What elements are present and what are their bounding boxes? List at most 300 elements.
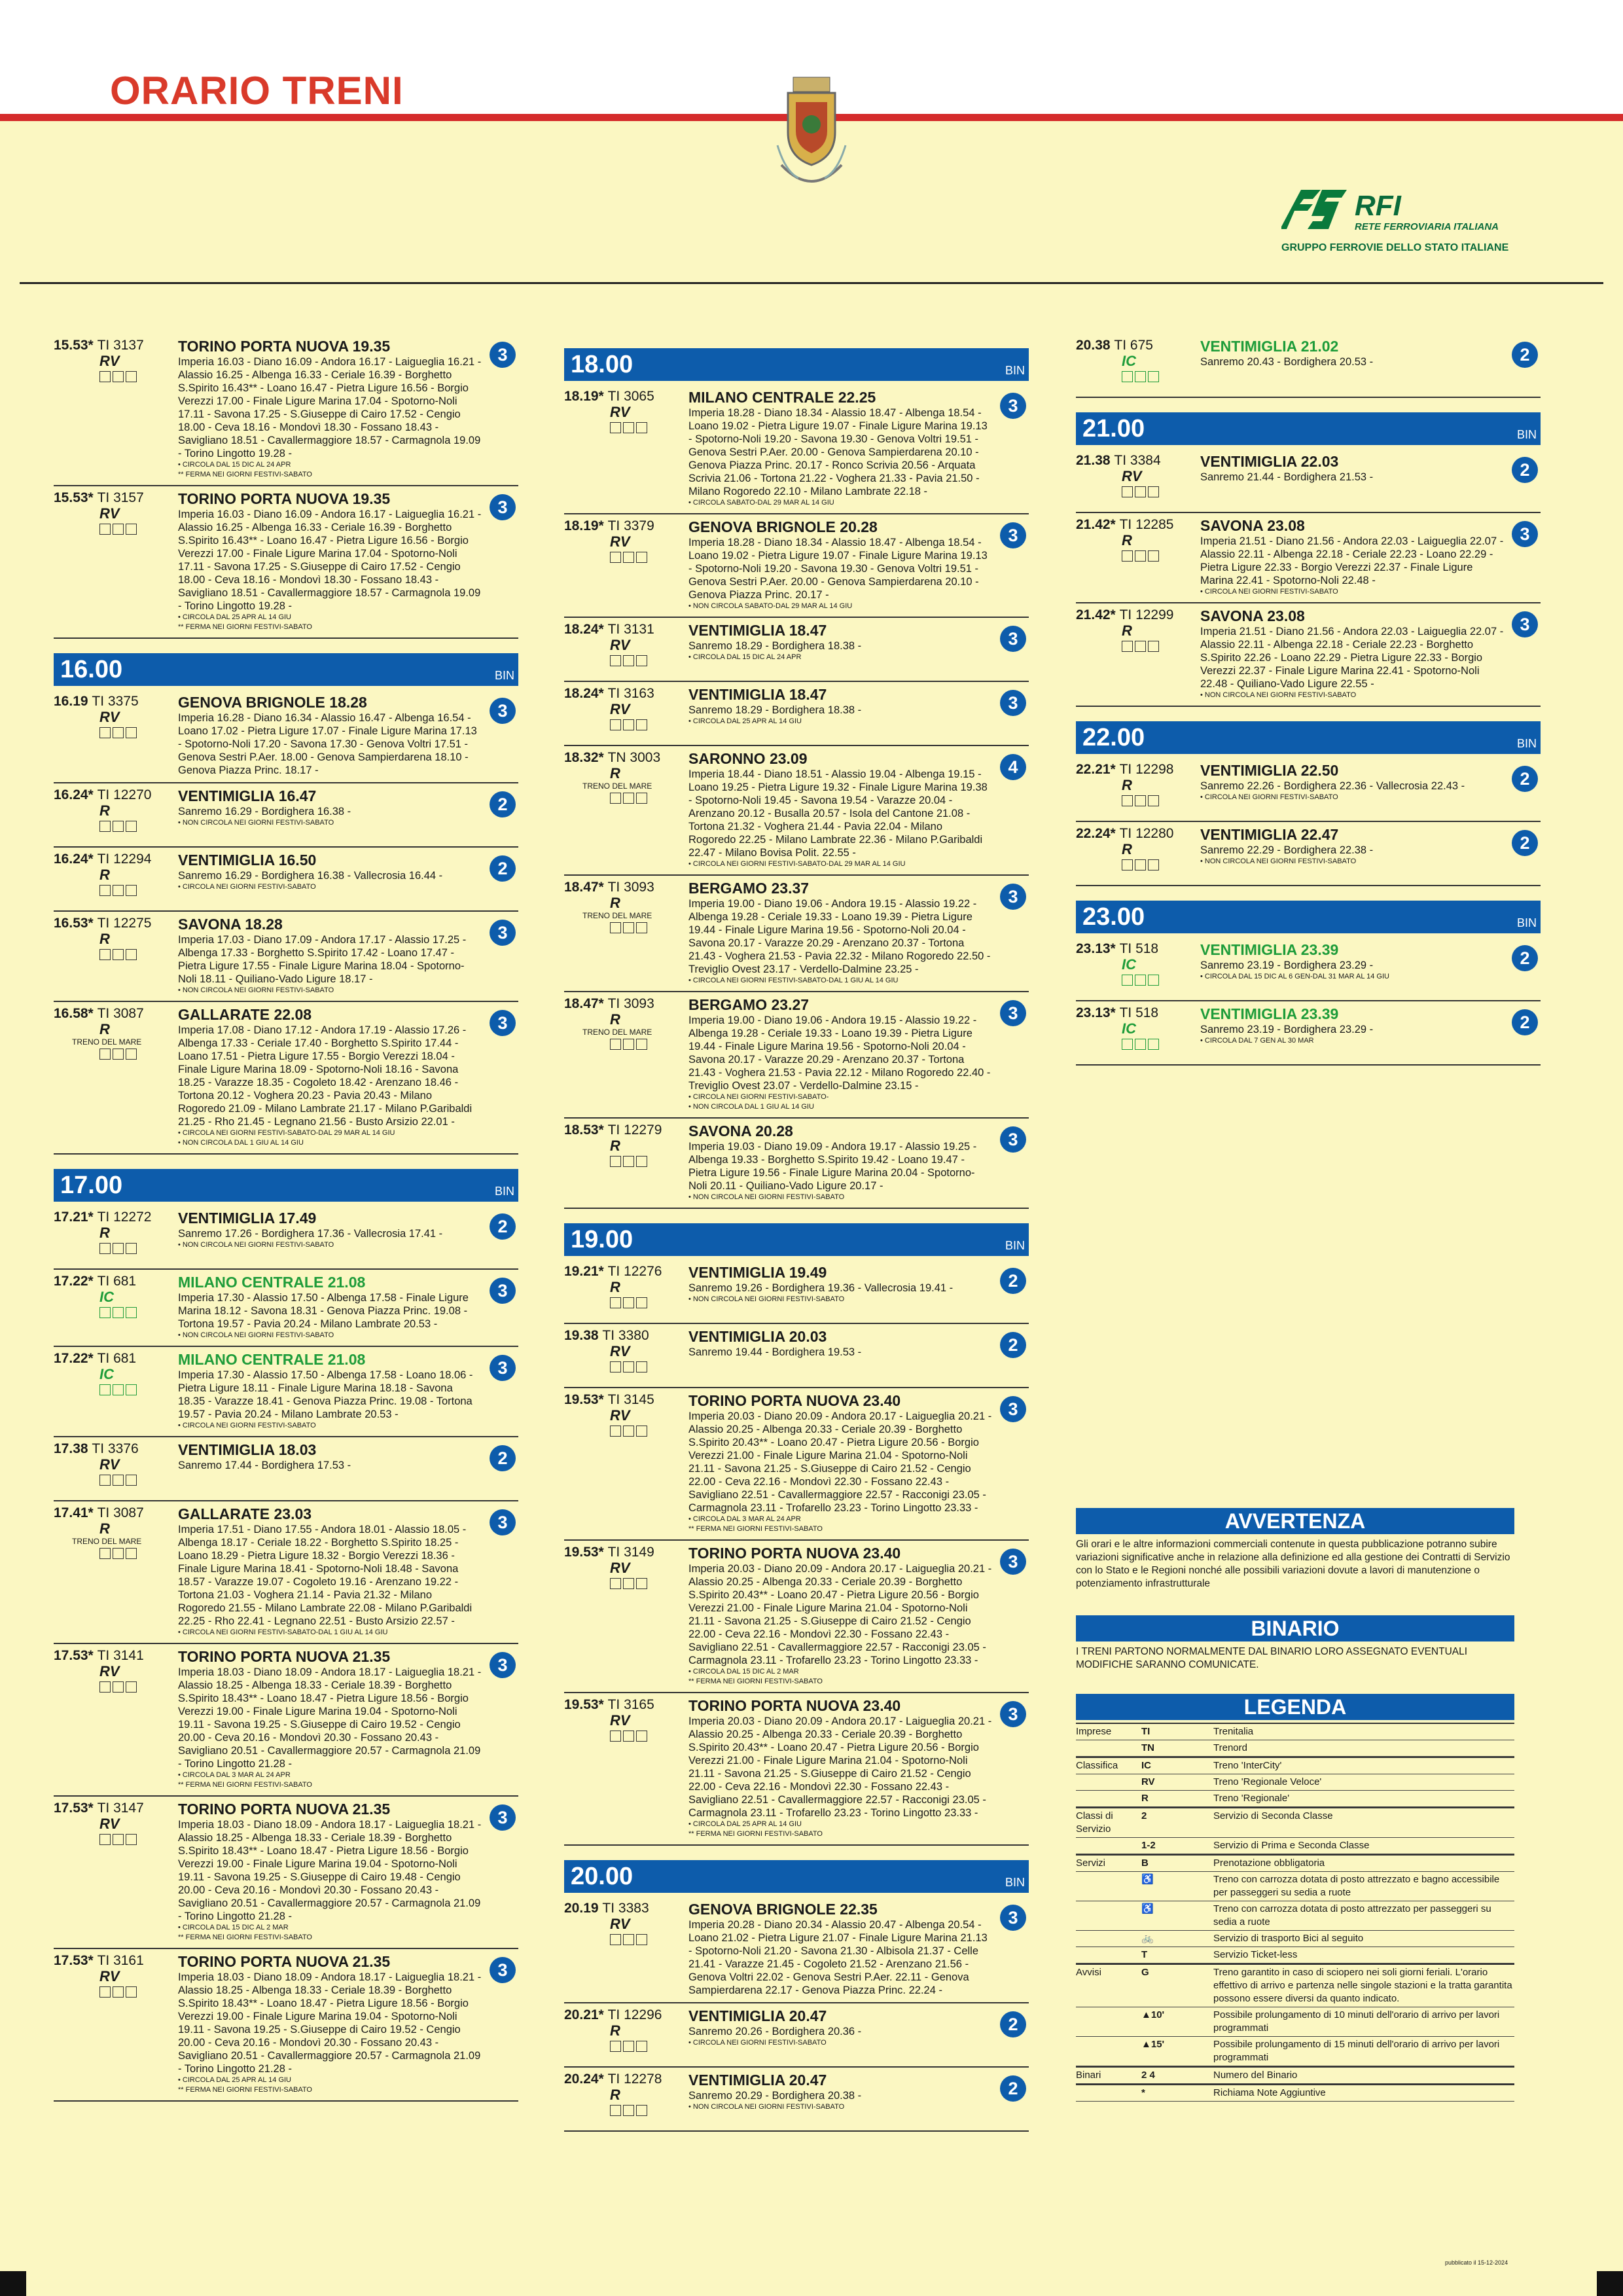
train-note: • CIRCOLA DAL 15 DIC AL 2 MAR bbox=[178, 1924, 289, 1931]
train-number: TI 3093 bbox=[607, 880, 654, 895]
train-class-icon: RV bbox=[610, 701, 630, 717]
train-class-icon: IC bbox=[1122, 353, 1136, 369]
train-info bbox=[54, 1953, 175, 1998]
legend-description: Possibile prolungamento di 10 minuti dell'orario di arrivo per lavori programmati bbox=[1213, 2009, 1500, 2034]
platform-badge: 3 bbox=[490, 920, 516, 946]
logo-rfi-subtitle: RETE FERROVIARIA ITALIANA bbox=[1355, 221, 1499, 232]
service-icon bbox=[126, 371, 137, 382]
train-number: TI 3145 bbox=[607, 1392, 654, 1407]
departure-time-value: 19.53* bbox=[564, 1545, 604, 1560]
arrival-time: 19.35 bbox=[352, 338, 391, 355]
platform-badge: 2 bbox=[1512, 1009, 1538, 1035]
train-number: TI 12280 bbox=[1119, 826, 1174, 841]
train-details bbox=[688, 1545, 992, 1687]
service-icon bbox=[1135, 859, 1146, 870]
legend-row bbox=[1076, 1947, 1514, 1964]
service-icons bbox=[99, 1049, 175, 1060]
train-row bbox=[564, 514, 1029, 618]
train-row bbox=[564, 1119, 1029, 1209]
destination bbox=[178, 852, 482, 869]
destination bbox=[688, 518, 992, 536]
service-icons bbox=[99, 885, 175, 896]
train-info bbox=[54, 1648, 175, 1693]
destination bbox=[178, 338, 482, 355]
train-info bbox=[54, 1441, 175, 1486]
service-icon bbox=[610, 1297, 621, 1308]
train-note: • NON CIRCOLA DAL 1 GIU AL 14 GIU bbox=[178, 1139, 304, 1147]
train-row bbox=[54, 1501, 518, 1644]
train-info bbox=[54, 852, 175, 896]
departure-time bbox=[564, 2072, 685, 2087]
destination-name: VENTIMIGLIA bbox=[688, 622, 785, 639]
legend-description: Servizio di trasporto Bici al seguito bbox=[1213, 1933, 1364, 1944]
service-icon bbox=[99, 727, 111, 738]
service-icon bbox=[1122, 486, 1133, 497]
departure-time bbox=[54, 1505, 175, 1521]
legend-row bbox=[1076, 1791, 1514, 1807]
intermediate-stops: Imperia 20.03 - Diano 20.09 - Andora 20.17 - Laigueglia 20.21 - Alassio 20.25 - Albenga 20.33 - Ceriale 20.39 - Borghetto S.Spirito 20.43** - Loano 20.47 - Pietra Ligure 20.56 - Borgio Verezzi 21.00 - Finale Ligure Marina 21.04 - Spotorno-Noli 21.11 - Savona 21.25 - S.Giuseppe di Cairo 21.52 - Cengio 22.00 - Ceva 22.16 - Mondovì 22.30 - Fossano 22.43 - Savigliano 22.51 - Cavallermaggiore 22.57 - Racconigi 23.05 - Carmagnola 23.11 - Trofarello 23.23 - Torino Lingotto 23.33 - bbox=[688, 1715, 992, 1819]
departure-time-value: 22.24* bbox=[1076, 826, 1116, 841]
intermediate-stops: Imperia 17.30 - Alassio 17.50 - Albenga 17.58 - Finale Ligure Marina 18.12 - Savona 18.31 - Genova Piazza Princ. 19.08 - Tortona 19.57 - Pavia 20.24 - Milano Lambrate 20.53 - bbox=[178, 1292, 469, 1330]
train-number: TI 3087 bbox=[97, 1505, 144, 1520]
train-row bbox=[54, 1270, 518, 1347]
platform-badge: 2 bbox=[1512, 457, 1538, 483]
arrival-time: 20.28 bbox=[840, 518, 878, 535]
departure-time bbox=[54, 338, 175, 353]
train-row bbox=[54, 486, 518, 639]
service-icons bbox=[99, 1384, 175, 1395]
legend-description: Servizio di Prima e Seconda Classe bbox=[1213, 1840, 1370, 1851]
departure-time bbox=[54, 1006, 175, 1022]
train-row bbox=[564, 746, 1029, 876]
train-class-icon: RV bbox=[99, 505, 120, 522]
service-icon bbox=[623, 1039, 634, 1050]
departure-time bbox=[54, 1351, 175, 1367]
intermediate-stops: Imperia 18.28 - Diano 18.34 - Alassio 18.47 - Albenga 18.54 - Loano 19.02 - Pietra Ligure 19.07 - Finale Ligure Marina 19.13 - Spotorno-Noli 19.20 - Savona 19.30 - Genova Voltri 19.51 - Genova Sestri P.Aer. 20.00 - Genova Sampierdarena 20.10 - Genova Piazza Princ. 20.17 - bbox=[688, 537, 988, 601]
destination-name: BERGAMO bbox=[688, 880, 768, 897]
service-icon bbox=[99, 821, 111, 832]
arrival-time: 18.47 bbox=[789, 622, 827, 639]
train-note: • NON CIRCOLA NEI GIORNI FESTIVI-SABATO bbox=[178, 1331, 334, 1339]
train-row bbox=[564, 2068, 1029, 2132]
hour-header bbox=[54, 653, 518, 686]
destination-name: BERGAMO bbox=[688, 996, 768, 1013]
service-icon bbox=[99, 1049, 111, 1060]
service-icon bbox=[610, 922, 621, 933]
train-note: • CIRCOLA DAL 25 APR AL 14 GIU bbox=[178, 613, 292, 621]
train-class-icon: IC bbox=[1122, 1020, 1136, 1037]
train-class-icon: RV bbox=[610, 1916, 630, 1932]
service-icon bbox=[1135, 641, 1146, 652]
train-class-icon: RV bbox=[99, 1663, 120, 1679]
train-info bbox=[54, 1210, 175, 1254]
destination-name: VENTIMIGLIA bbox=[688, 2007, 785, 2024]
destination bbox=[178, 787, 482, 805]
destination-name: SAVONA bbox=[178, 916, 241, 933]
departure-time bbox=[1076, 762, 1197, 778]
train-class-icon: RV bbox=[99, 709, 120, 725]
platform-badge: 3 bbox=[1000, 1905, 1026, 1931]
intermediate-stops: Sanremo 23.19 - Bordighera 23.29 - bbox=[1200, 960, 1374, 971]
departure-time bbox=[564, 1328, 685, 1344]
train-info bbox=[54, 916, 175, 960]
destination bbox=[688, 1697, 992, 1715]
arrival-time: 20.47 bbox=[789, 2072, 827, 2089]
train-class-icon: RV bbox=[99, 353, 120, 369]
platform-badge: 2 bbox=[1000, 2011, 1026, 2037]
train-row bbox=[564, 876, 1029, 992]
train-note: • CIRCOLA NEI GIORNI FESTIVI-SABATO-DAL 29 MAR AL 14 GIU bbox=[688, 860, 906, 868]
hour-label: 21.00 bbox=[1082, 415, 1145, 442]
platform-badge: 2 bbox=[1512, 766, 1538, 792]
service-icon bbox=[1135, 371, 1146, 382]
destination bbox=[1200, 762, 1504, 780]
bin-label: BIN bbox=[1516, 737, 1537, 750]
train-info bbox=[564, 996, 685, 1050]
binario-box bbox=[1076, 1615, 1514, 1672]
arrival-time: 18.03 bbox=[278, 1441, 317, 1458]
train-info bbox=[54, 1505, 175, 1559]
service-icons bbox=[610, 1039, 685, 1050]
service-icons bbox=[99, 1681, 175, 1693]
intermediate-stops: Imperia 18.03 - Diano 18.09 - Andora 18.17 - Laigueglia 18.21 - Alassio 18.25 - Albenga 18.33 - Ceriale 18.39 - Borghetto S.Spirito 18.43** - Loano 18.47 - Pietra Ligure 18.56 - Borgio Verezzi 19.00 - Finale Ligure Marina 19.04 - Spotorno-Noli 19.11 - Savona 19.25 - S.Giuseppe di Cairo 19.52 - Cengio 20.00 - Ceva 20.16 - Mondovì 20.30 - Fossano 20.43 - Savigliano 20.51 - Cavallermaggiore 20.57 - Carmagnola 21.09 - Torino Lingotto 21.28 - bbox=[178, 1666, 482, 1770]
bin-label: BIN bbox=[494, 1185, 514, 1198]
platform-badge: 3 bbox=[490, 1957, 516, 1983]
service-icon bbox=[610, 719, 621, 730]
train-details bbox=[688, 622, 992, 662]
service-icons bbox=[99, 524, 175, 535]
departure-time bbox=[54, 1953, 175, 1969]
bin-label: BIN bbox=[1516, 916, 1537, 929]
service-icon bbox=[610, 2041, 621, 2052]
train-info bbox=[1076, 338, 1197, 382]
hour-label: 18.00 bbox=[571, 351, 633, 378]
service-icon bbox=[1122, 550, 1133, 562]
departure-time-value: 18.24* bbox=[564, 622, 604, 637]
departure-time bbox=[54, 1648, 175, 1664]
corner-mark-right bbox=[1597, 2271, 1623, 2296]
train-row bbox=[1076, 603, 1541, 707]
service-icons bbox=[99, 1243, 175, 1254]
rfi-logo bbox=[1281, 190, 1537, 262]
bin-label: BIN bbox=[1005, 364, 1025, 377]
service-icon bbox=[99, 885, 111, 896]
destination-name: SAVONA bbox=[1200, 607, 1263, 624]
destination bbox=[688, 750, 992, 768]
train-row bbox=[564, 618, 1029, 682]
departure-time bbox=[1076, 1005, 1197, 1021]
service-icon bbox=[636, 1731, 647, 1742]
train-info bbox=[1076, 941, 1197, 986]
train-number: TI 3161 bbox=[97, 1953, 144, 1968]
train-class-icon: IC bbox=[99, 1289, 114, 1305]
service-icon bbox=[623, 2041, 634, 2052]
destination bbox=[178, 1351, 482, 1369]
train-class-icon: R bbox=[99, 867, 110, 883]
arrival-time: 23.37 bbox=[771, 880, 810, 897]
service-icons bbox=[99, 1548, 175, 1559]
train-row bbox=[54, 1206, 518, 1270]
platform-badge: 2 bbox=[1512, 342, 1538, 368]
train-number: TI 3149 bbox=[607, 1545, 654, 1560]
destination-name: VENTIMIGLIA bbox=[178, 852, 275, 869]
train-row bbox=[54, 848, 518, 912]
train-note: • NON CIRCOLA SABATO-DAL 29 MAR AL 14 GIU bbox=[688, 602, 853, 610]
train-info bbox=[54, 1006, 175, 1060]
train-number: TI 12275 bbox=[97, 916, 152, 931]
destination-name: TORINO PORTA NUOVA bbox=[178, 1801, 349, 1818]
service-icons bbox=[1122, 795, 1197, 806]
legend-category bbox=[1076, 2087, 1141, 2100]
train-row bbox=[1076, 822, 1541, 886]
train-class-icon: IC bbox=[99, 1366, 114, 1382]
service-icon bbox=[1135, 1039, 1146, 1050]
service-icon bbox=[126, 949, 137, 960]
destination bbox=[688, 1901, 992, 1918]
service-icon bbox=[636, 552, 647, 563]
destination bbox=[688, 2007, 992, 2025]
train-details bbox=[1200, 941, 1504, 982]
departure-time-value: 17.53* bbox=[54, 1801, 94, 1816]
train-details bbox=[1200, 338, 1504, 368]
service-icon bbox=[610, 422, 621, 433]
service-icons bbox=[99, 1475, 175, 1486]
service-icon bbox=[623, 719, 634, 730]
platform-badge: 3 bbox=[1000, 626, 1026, 652]
departure-time-value: 15.53* bbox=[54, 338, 94, 353]
departure-time-value: 19.38 bbox=[564, 1328, 599, 1343]
platform-badge: 3 bbox=[490, 1278, 516, 1304]
service-icon bbox=[1148, 1039, 1159, 1050]
train-row bbox=[1076, 1001, 1541, 1066]
departure-time bbox=[564, 1697, 685, 1713]
train-details bbox=[688, 1122, 992, 1202]
legend-row bbox=[1076, 1931, 1514, 1947]
legend-row bbox=[1076, 1854, 1514, 1872]
train-details bbox=[178, 1006, 482, 1148]
destination bbox=[688, 2072, 992, 2089]
service-icon bbox=[126, 1049, 137, 1060]
train-info bbox=[54, 694, 175, 738]
service-icon bbox=[636, 1426, 647, 1437]
hour-label: 20.00 bbox=[571, 1863, 633, 1890]
arrival-time: 23.08 bbox=[1267, 517, 1305, 534]
service-icon bbox=[636, 1297, 647, 1308]
service-icon bbox=[99, 1834, 111, 1845]
train-number: TI 12298 bbox=[1119, 762, 1174, 777]
legend-row bbox=[1076, 1964, 1514, 2007]
platform-badge: 2 bbox=[490, 791, 516, 817]
service-icon bbox=[99, 524, 111, 535]
arrival-time: 20.47 bbox=[789, 2007, 827, 2024]
train-row bbox=[1076, 937, 1541, 1001]
service-icon bbox=[610, 2105, 621, 2116]
departure-time-value: 22.21* bbox=[1076, 762, 1116, 777]
intermediate-stops: Imperia 17.03 - Diano 17.09 - Andora 17.17 - Alassio 17.25 - Albenga 17.33 - Borghetto S.Spirito 17.42 - Loano 17.47 - Pietra Ligure 17.55 - Finale Ligure Marina 18.04 - Spotorno-Noli 18.11 - Quiliano-Vado Ligure 18.17 - bbox=[178, 934, 467, 985]
service-icons bbox=[610, 922, 685, 933]
legend-description: Treno garantito in caso di sciopero nei soli giorni feriali. L'orario effettivo di arrivo e partenza nelle singole stazioni e la tratta garantita possono essere diversi da quanto indicato. bbox=[1213, 1967, 1512, 2004]
legend-symbol: RV bbox=[1141, 1776, 1155, 1787]
service-icon bbox=[126, 1986, 137, 1998]
treno-del-mare-label: TRENO DEL MARE bbox=[72, 1537, 142, 1546]
train-number: TI 12276 bbox=[607, 1264, 662, 1279]
train-info bbox=[564, 1545, 685, 1589]
service-icon bbox=[1135, 486, 1146, 497]
train-note: • CIRCOLA NEI GIORNI FESTIVI-SABATO-DAL 1 GIU AL 14 GIU bbox=[178, 1628, 388, 1636]
train-row bbox=[54, 1002, 518, 1155]
departure-time-value: 16.58* bbox=[54, 1006, 94, 1021]
train-details bbox=[178, 490, 482, 632]
platform-badge: 2 bbox=[1000, 1332, 1026, 1358]
destination-name: GALLARATE bbox=[178, 1505, 270, 1522]
hour-header bbox=[1076, 412, 1541, 445]
arrival-time: 18.47 bbox=[789, 686, 827, 703]
service-icon bbox=[1148, 975, 1159, 986]
train-details bbox=[1200, 762, 1504, 802]
service-icons bbox=[1122, 1039, 1197, 1050]
legend-description: Numero del Binario bbox=[1213, 2070, 1298, 2081]
destination-name: VENTIMIGLIA bbox=[1200, 826, 1297, 843]
train-row bbox=[564, 2003, 1029, 2068]
legend-category: Binari bbox=[1076, 2070, 1101, 2081]
platform-badge: 3 bbox=[490, 1509, 516, 1535]
departure-time bbox=[564, 1264, 685, 1280]
platform-badge: 3 bbox=[1000, 1000, 1026, 1026]
departure-time-value: 17.38 bbox=[54, 1441, 88, 1456]
legend-symbol: B bbox=[1141, 1857, 1149, 1869]
legend-row bbox=[1076, 1757, 1514, 1774]
destination bbox=[688, 1122, 992, 1140]
intermediate-stops: Imperia 18.44 - Diano 18.51 - Alassio 19.04 - Albenga 19.15 - Loano 19.25 - Pietra Ligure 19.32 - Finale Ligure Marina 19.38 - Spotorno-Noli 19.45 - Savona 19.54 - Varazze 20.04 - Arenzano 20.12 - Busalla 20.57 - Isola del Cantone 21.08 - Tortona 21.32 - Voghera 21.44 - Pavia 22.04 - Milano Rogoredo 22.25 - Milano Lambrate 22.36 - Milano P.Garibaldi 22.47 - Milano Bovisa Polit. 22.55 - bbox=[688, 768, 988, 859]
train-note: • CIRCOLA DAL 25 APR AL 14 GIU bbox=[178, 2076, 292, 2084]
train-class-icon: RV bbox=[610, 1560, 630, 1576]
train-note: • NON CIRCOLA NEI GIORNI FESTIVI-SABATO bbox=[688, 2103, 845, 2111]
intermediate-stops: Sanremo 17.26 - Bordighera 17.36 - Vallecrosia 17.41 - bbox=[178, 1228, 443, 1240]
legend-symbol: 🚲 bbox=[1141, 1933, 1154, 1944]
departure-time-value: 21.42* bbox=[1076, 517, 1116, 532]
service-icons bbox=[1122, 859, 1197, 870]
train-info bbox=[54, 490, 175, 535]
service-icon bbox=[99, 1548, 111, 1559]
departure-time bbox=[54, 852, 175, 867]
train-info bbox=[1076, 607, 1197, 652]
service-icon bbox=[126, 1307, 137, 1318]
service-icon bbox=[99, 1384, 111, 1395]
intermediate-stops: Imperia 18.03 - Diano 18.09 - Andora 18.17 - Laigueglia 18.21 - Alassio 18.25 - Albenga 18.33 - Ceriale 18.39 - Borghetto S.Spirito 18.43** - Loano 18.47 - Pietra Ligure 18.56 - Borgio Verezzi 19.00 - Finale Ligure Marina 19.04 - Spotorno-Noli 19.11 - Savona 19.25 - S.Giuseppe di Cairo 19.52 - Cengio 20.00 - Ceva 20.16 - Mondovì 20.30 - Fossano 20.43 - Savigliano 20.51 - Cavallermaggiore 20.57 - Carmagnola 21.09 - Torino Lingotto 21.28 - bbox=[178, 1971, 482, 2075]
departure-time bbox=[54, 916, 175, 931]
departure-time-value: 20.19 bbox=[564, 1901, 599, 1916]
legend-symbol: R bbox=[1141, 1793, 1149, 1804]
hour-header bbox=[564, 348, 1029, 381]
destination bbox=[688, 389, 992, 406]
service-icons bbox=[610, 1297, 685, 1308]
departure-time-value: 20.24* bbox=[564, 2072, 604, 2087]
train-note: • NON CIRCOLA DAL 1 GIU AL 14 GIU bbox=[688, 1103, 814, 1111]
departure-time-value: 18.47* bbox=[564, 880, 604, 895]
train-note: ** FERMA NEI GIORNI FESTIVI-SABATO bbox=[178, 1781, 312, 1789]
train-details bbox=[1200, 826, 1504, 867]
legend-symbol: ♿ bbox=[1141, 1874, 1154, 1885]
departure-time-value: 20.21* bbox=[564, 2007, 604, 2022]
service-icon bbox=[99, 1986, 111, 1998]
legend-category: Servizi bbox=[1076, 1857, 1106, 1869]
train-details bbox=[688, 750, 992, 869]
departure-time-value: 17.22* bbox=[54, 1351, 94, 1366]
destination-name: VENTIMIGLIA bbox=[178, 1210, 275, 1227]
service-icon bbox=[1122, 1039, 1133, 1050]
departure-time-value: 19.53* bbox=[564, 1697, 604, 1712]
train-info bbox=[564, 622, 685, 666]
train-note: • CIRCOLA SABATO-DAL 29 MAR AL 14 GIU bbox=[688, 499, 834, 507]
legend-category bbox=[1076, 1932, 1141, 1945]
arrival-time: 19.49 bbox=[789, 1264, 827, 1281]
train-details bbox=[1200, 453, 1504, 484]
arrival-time: 23.09 bbox=[769, 750, 808, 767]
intermediate-stops: Sanremo 18.29 - Bordighera 18.38 - bbox=[688, 704, 862, 716]
service-icon bbox=[1135, 795, 1146, 806]
legend-description: Servizio Ticket-less bbox=[1213, 1949, 1298, 1960]
destination-name: TORINO PORTA NUOVA bbox=[688, 1392, 859, 1409]
destination-name: TORINO PORTA NUOVA bbox=[178, 1648, 349, 1665]
intermediate-stops: Imperia 16.03 - Diano 16.09 - Andora 16.17 - Laigueglia 16.21 - Alassio 16.25 - Albenga 16.33 - Ceriale 16.39 - Borghetto S.Spirito 16.43** - Loano 16.47 - Pietra Ligure 16.56 - Borgio Verezzi 17.00 - Finale Ligure Marina 17.04 - Spotorno-Noli 17.11 - Savona 17.25 - S.Giuseppe di Cairo 17.52 - Cengio 18.00 - Ceva 18.16 - Mondovì 18.30 - Fossano 18.43 - Savigliano 18.51 - Cavallermaggiore 18.57 - Carmagnola 19.09 - Torino Lingotto 19.28 - bbox=[178, 356, 482, 459]
service-icon bbox=[99, 949, 111, 960]
train-note: • NON CIRCOLA NEI GIORNI FESTIVI-SABATO bbox=[688, 1193, 845, 1201]
hour-label: 22.00 bbox=[1082, 724, 1145, 751]
service-icon bbox=[623, 1731, 634, 1742]
departure-time-value: 15.53* bbox=[54, 490, 94, 505]
destination bbox=[688, 1392, 992, 1410]
intermediate-stops: Sanremo 21.44 - Bordighera 21.53 - bbox=[1200, 471, 1374, 483]
arrival-time: 23.39 bbox=[1300, 941, 1339, 958]
train-class-icon: R bbox=[99, 1021, 110, 1037]
arrival-time: 23.08 bbox=[1267, 607, 1305, 624]
train-info bbox=[564, 1901, 685, 1945]
train-class-icon: R bbox=[610, 1138, 620, 1154]
service-icons bbox=[610, 2105, 685, 2116]
legend-description: Possibile prolungamento di 15 minuti dell'orario di arrivo per lavori programmati bbox=[1213, 2039, 1500, 2063]
train-row bbox=[54, 912, 518, 1002]
train-note: • CIRCOLA NEI GIORNI FESTIVI-SABATO bbox=[178, 883, 316, 891]
departure-time bbox=[564, 2007, 685, 2023]
service-icon bbox=[113, 1681, 124, 1693]
train-note: ** FERMA NEI GIORNI FESTIVI-SABATO bbox=[178, 623, 312, 631]
departure-time bbox=[564, 1545, 685, 1560]
published-date: pubblicato il 15-12-2024 bbox=[1445, 2259, 1508, 2266]
arrival-time: 23.40 bbox=[863, 1545, 901, 1562]
train-info bbox=[564, 750, 685, 804]
bin-label: BIN bbox=[1005, 1239, 1025, 1252]
train-class-icon: RV bbox=[610, 404, 630, 420]
municipal-crest-icon bbox=[772, 73, 851, 191]
train-note: • NON CIRCOLA NEI GIORNI FESTIVI-SABATO bbox=[1200, 857, 1357, 865]
destination-name: TORINO PORTA NUOVA bbox=[178, 490, 349, 507]
train-row bbox=[564, 1388, 1029, 1541]
departure-time bbox=[564, 622, 685, 637]
departure-time bbox=[1076, 607, 1197, 623]
page-title: ORARIO TRENI bbox=[110, 69, 404, 113]
treno-del-mare-label: TRENO DEL MARE bbox=[582, 781, 652, 791]
train-details bbox=[688, 518, 992, 611]
train-number: TI 3065 bbox=[607, 389, 654, 404]
platform-badge: 3 bbox=[1000, 522, 1026, 548]
arrival-time: 21.35 bbox=[352, 1801, 391, 1818]
intermediate-stops: Sanremo 23.19 - Bordighera 23.29 - bbox=[1200, 1024, 1374, 1035]
destination-name: VENTIMIGLIA bbox=[1200, 453, 1297, 470]
legend-row bbox=[1076, 2037, 1514, 2066]
departure-time-value: 21.38 bbox=[1076, 453, 1111, 468]
legend-symbol: TN bbox=[1141, 1742, 1154, 1753]
service-icon bbox=[636, 1578, 647, 1589]
